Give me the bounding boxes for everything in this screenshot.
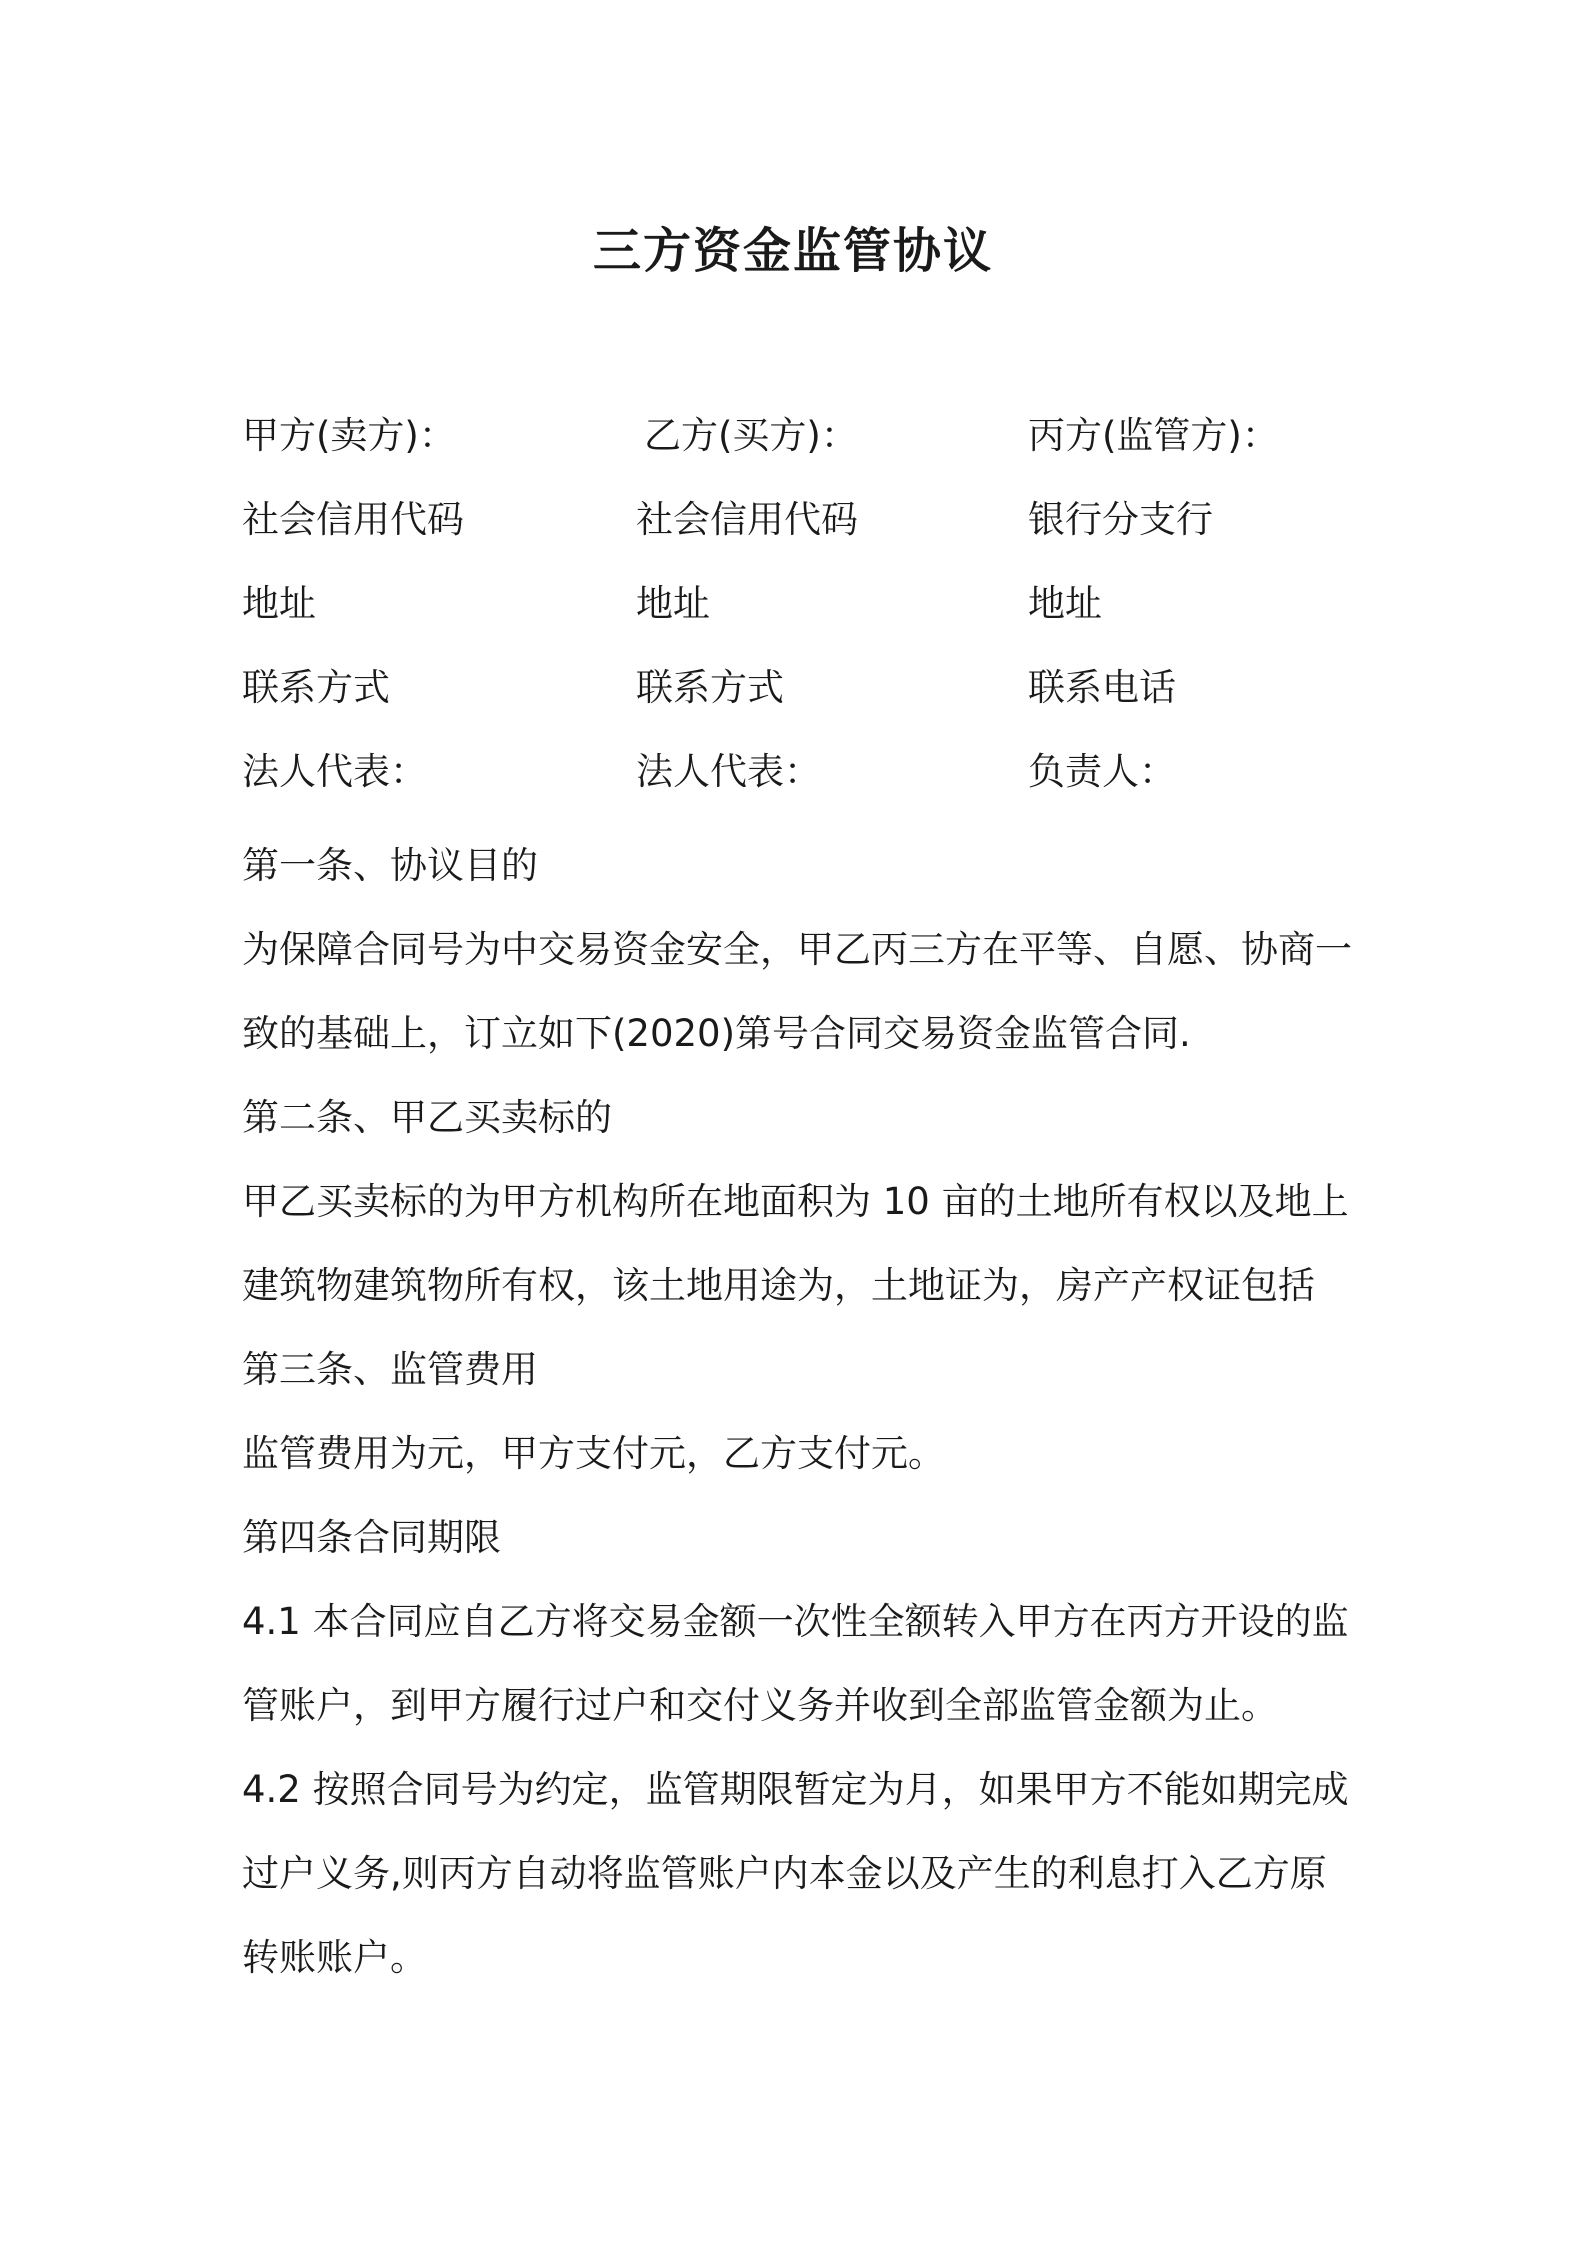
parties-header-row [242, 408, 1362, 492]
agreement-body [242, 824, 1362, 2000]
party-b-contact: 联系方式 [636, 666, 784, 709]
party-b-credit-code: 社会信用代码 [636, 498, 858, 541]
party-b-header: 乙方(买方)： [644, 414, 858, 457]
clause-4-2-text-line: 转账账户。 [242, 1936, 427, 1979]
parties-row [242, 492, 1362, 576]
parties-table [242, 408, 1362, 828]
party-a-contact: 联系方式 [242, 666, 390, 709]
clause-4-2-text-line: 4.2 按照合同号为约定，监管期限暂定为月，如果甲方不能如期完成 [242, 1768, 1349, 1811]
clause-4-2-text-line: 过户义务,则丙方自动将监管账户内本金以及产生的利息打入乙方原 [242, 1852, 1327, 1895]
article-1-text-line: 致的基础上，订立如下(2020)第号合同交易资金监管合同. [242, 1012, 1191, 1055]
article-3-text-line: 监管费用为元，甲方支付元，乙方支付元。 [242, 1432, 945, 1475]
party-a-address: 地址 [242, 582, 316, 625]
party-b-legal-rep: 法人代表： [636, 750, 821, 793]
clause-4-1-text-line: 管账户，到甲方履行过户和交付义务并收到全部监管金额为止。 [242, 1684, 1278, 1727]
parties-row [242, 660, 1362, 744]
document-title: 三方资金监管协议 [592, 223, 993, 279]
parties-row [242, 744, 1362, 828]
article-1-text-line: 为保障合同号为中交易资金安全，甲乙丙三方在平等、自愿、协商一 [242, 928, 1352, 971]
party-c-address: 地址 [1028, 582, 1102, 625]
article-2-text-line: 甲乙买卖标的为甲方机构所在地面积为 10 亩的土地所有权以及地上 [242, 1180, 1349, 1223]
clause-4-1-text-line: 4.1 本合同应自乙方将交易金额一次性全额转入甲方在丙方开设的监 [242, 1600, 1349, 1643]
party-a-legal-rep: 法人代表： [242, 750, 427, 793]
party-c-responsible: 负责人： [1028, 750, 1176, 793]
party-a-header: 甲方(卖方)： [242, 414, 456, 457]
article-4-heading: 第四条合同期限 [242, 1516, 501, 1559]
party-a-credit-code: 社会信用代码 [242, 498, 464, 541]
party-c-header: 丙方(监管方)： [1028, 414, 1279, 457]
party-b-address: 地址 [636, 582, 710, 625]
party-c-phone: 联系电话 [1028, 666, 1176, 709]
article-2-heading: 第二条、甲乙买卖标的 [242, 1096, 612, 1139]
article-1-heading: 第一条、协议目的 [242, 844, 538, 887]
party-c-bank-branch: 银行分支行 [1028, 498, 1213, 541]
parties-row [242, 576, 1362, 660]
article-3-heading: 第三条、监管费用 [242, 1348, 538, 1391]
article-2-text-line: 建筑物建筑物所有权，该土地用途为，土地证为，房产产权证包括 [242, 1264, 1315, 1307]
